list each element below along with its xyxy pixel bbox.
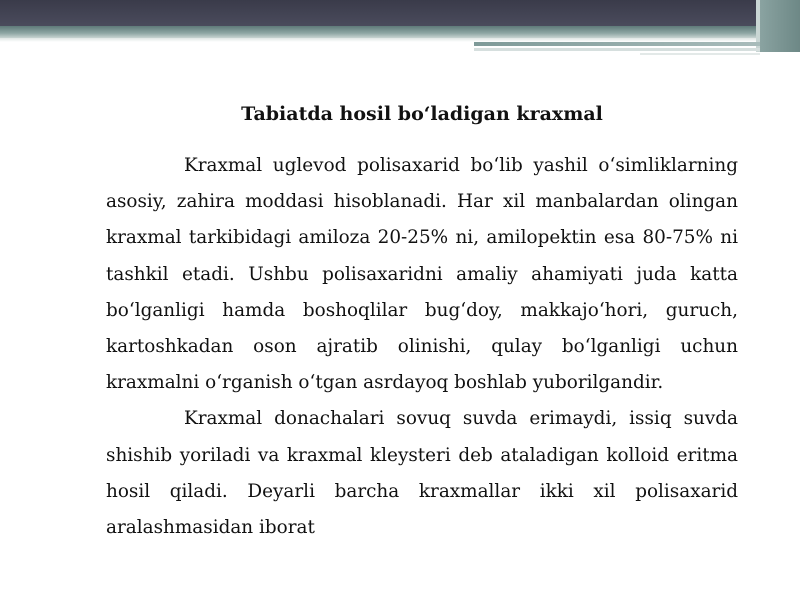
body-paragraph: Kraxmal donachalari sovuq suvda erimaydi, issiq suvda shishib yoriladi va kraxmal kleysteri deb ataladigan kolloid eritma hosil qiladi. Deyarli barcha kraxmallar ikki xil polisaxarid aralashmasidan iborat [106,408,738,539]
body-paragraph: Kraxmal uglevod polisaxarid bo‘lib yashil o‘simliklarning asosiy, zahira moddasi hisoblanadi. Har xil manbalardan olingan kraxmal tarkibidagi amiloza 20-25% ni, amilopektin esa 80-75% ni tashkil etadi. Ushbu polisaxaridni amaliy ahamiyati juda katta bo‘lganligi hamda boshoqlilar bug‘doy, makkajo‘hori, guruch, kartoshkadan oson ajratib olinishi, qulay bo‘lganligi uchun kraxmalni o‘rganish o‘tgan asrdayoq boshlab yuborilgandir. [106,155,738,394]
header-band [0,0,800,26]
decorative-line [474,42,760,46]
decorative-line [474,48,760,51]
decorative-corner-bar [760,0,800,52]
page-title: Tabiatda hosil bo‘ladigan kraxmal [241,103,603,125]
slide-content [106,100,738,546]
decorative-line [640,53,760,55]
header-accent-strip [0,26,800,38]
